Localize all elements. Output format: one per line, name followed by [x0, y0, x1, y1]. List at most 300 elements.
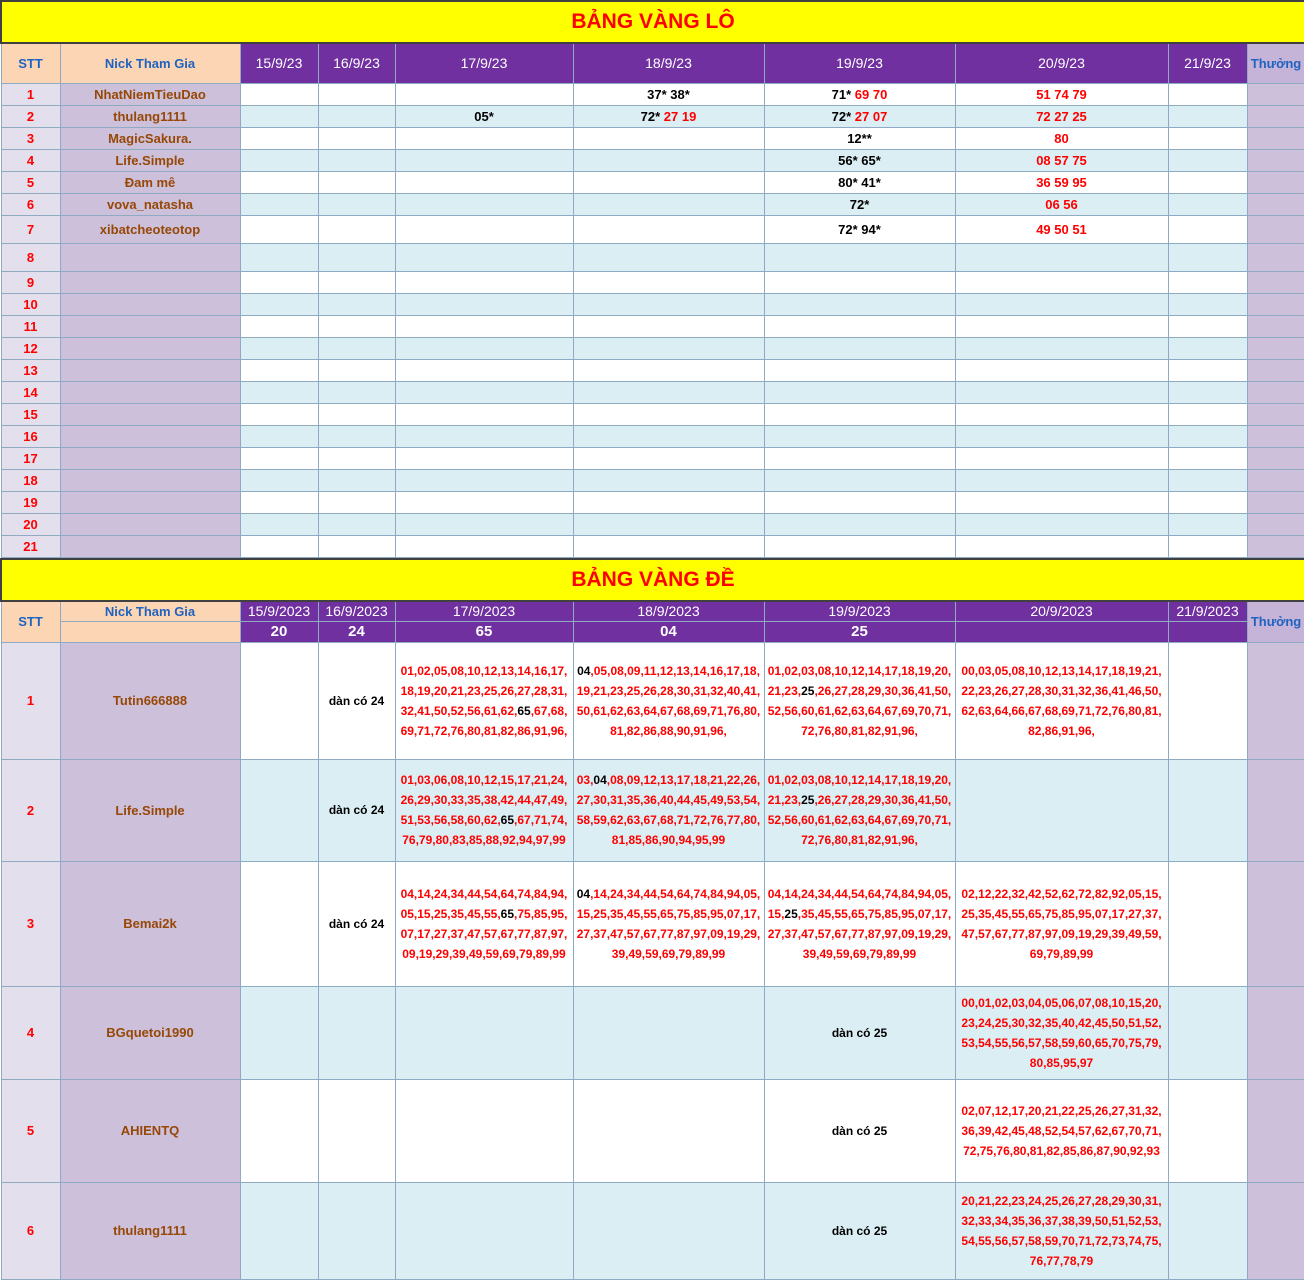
stt-cell: 7: [1, 215, 60, 243]
lo-number-cell: [573, 469, 764, 491]
lo-number-cell: [955, 403, 1168, 425]
lo-number-cell: [764, 403, 955, 425]
stt-cell: 9: [1, 271, 60, 293]
nick-cell: [60, 271, 240, 293]
cell-text: 25: [801, 683, 815, 698]
de-row: [1, 986, 1304, 1079]
cell-text: ,26,27,28,29,30,36,41,50,52,56,60,61,62,63,64,67,69,70,71,72,76,80,81,82,91,96,: [767, 793, 952, 847]
de-header-prize: Thưởng: [1247, 601, 1304, 642]
prize-cell: [1247, 447, 1304, 469]
cell-text: 72*: [849, 196, 870, 212]
lo-row: [1, 337, 1304, 359]
lo-number-cell: [318, 469, 395, 491]
lo-number-cell: [240, 149, 318, 171]
lo-number-cell: [764, 271, 955, 293]
lo-number-cell: [764, 425, 955, 447]
nick-cell: MagicSakura.: [60, 127, 240, 149]
cell-text: dàn có 24: [328, 693, 385, 708]
lo-number-cell: [573, 293, 764, 315]
de-number-list-cell: [240, 1182, 318, 1279]
cell-text: ,26,27,28,29,30,36,41,50,52,56,60,61,62,63,64,67,69,70,71,72,76,80,81,82,91,96,: [767, 683, 952, 738]
nick-cell: [60, 293, 240, 315]
lo-number-cell: [240, 271, 318, 293]
lo-number-cell: [318, 193, 395, 215]
cell-text: 49 50 51: [1036, 221, 1087, 237]
lo-header-date: 18/9/23: [573, 43, 764, 83]
lo-number-cell: [573, 403, 764, 425]
de-number-list-cell: [955, 1079, 1168, 1182]
lo-row: [1, 271, 1304, 293]
lo-number-cell: [573, 127, 764, 149]
lo-number-cell: [955, 105, 1168, 127]
nick-cell: [60, 337, 240, 359]
cell-text: ,67,68,69,71,72,76,80,81,82,86,91,96,: [400, 703, 568, 738]
stt-cell: 14: [1, 381, 60, 403]
cell-text: 08 57 75: [1036, 152, 1087, 168]
de-title: BẢNG VÀNG ĐỀ: [1, 559, 1304, 601]
lo-number-cell: [395, 381, 573, 403]
lo-number-cell: [573, 315, 764, 337]
lo-number-cell: [318, 381, 395, 403]
stt-cell: 11: [1, 315, 60, 337]
lo-header-date: 16/9/23: [318, 43, 395, 83]
lo-number-cell: [1168, 215, 1247, 243]
stt-cell: 5: [1, 1079, 60, 1182]
lo-number-cell: [955, 127, 1168, 149]
lo-row: [1, 491, 1304, 513]
cell-text: 25: [784, 906, 798, 921]
stt-cell: 19: [1, 491, 60, 513]
stt-cell: 5: [1, 171, 60, 193]
lo-number-cell: [573, 149, 764, 171]
de-header-result: 25: [764, 621, 955, 642]
prize-cell: [1247, 83, 1304, 105]
cell-text: 01,02,03,08,10,12,14,17,18,19,20,21,23,: [767, 663, 952, 698]
lo-number-cell: [764, 359, 955, 381]
cell-text: ,08,09,12,13,17,18,21,22,26,27,30,31,35,36,40,44,45,49,53,54,58,59,62,63,67,68,71,72,76,77,80,81,85,86,90,94,95,99: [576, 773, 761, 847]
lo-number-cell: [1168, 171, 1247, 193]
de-header-result: 24: [318, 621, 395, 642]
de-row: [1, 642, 1304, 759]
prize-cell: [1247, 642, 1304, 759]
lo-number-cell: [318, 293, 395, 315]
stt-cell: 21: [1, 535, 60, 557]
cell-text: 04: [593, 773, 607, 787]
cell-text: 25: [801, 793, 815, 807]
cell-text: 02,12,22,32,42,52,62,72,82,92,05,15,25,35,45,55,65,75,85,95,07,17,27,37,47,57,67,77,87,97,09,19,29,39,49,59,69,79,89,99: [961, 886, 1162, 961]
de-row: [1, 861, 1304, 986]
lo-number-cell: [955, 171, 1168, 193]
lo-number-cell: [764, 215, 955, 243]
cell-text: 72* 94*: [838, 221, 881, 237]
nick-cell: [60, 469, 240, 491]
lo-number-cell: [240, 105, 318, 127]
stt-cell: 1: [1, 642, 60, 759]
lo-number-cell: [573, 535, 764, 557]
lo-number-cell: [318, 359, 395, 381]
cell-text: 05*: [474, 108, 494, 124]
lo-row: [1, 535, 1304, 557]
lo-number-cell: [318, 127, 395, 149]
cell-text: dàn có 24: [328, 916, 385, 931]
stt-cell: 12: [1, 337, 60, 359]
lo-number-cell: [395, 127, 573, 149]
de-header-date: 21/9/2023: [1168, 601, 1247, 621]
cell-text: 04,14,24,34,44,54,64,74,84,94,05,15,: [767, 886, 952, 921]
de-number-list-cell: [318, 986, 395, 1079]
lo-number-cell: [573, 447, 764, 469]
cell-text: 65: [500, 906, 515, 921]
lo-number-cell: [955, 293, 1168, 315]
lo-number-cell: [573, 243, 764, 271]
lo-number-cell: [764, 381, 955, 403]
lo-number-cell: [764, 337, 955, 359]
de-number-list-cell: [764, 759, 955, 861]
stt-cell: 6: [1, 193, 60, 215]
lo-number-cell: [764, 491, 955, 513]
lo-number-cell: [395, 171, 573, 193]
de-number-list-cell: [1168, 1079, 1247, 1182]
lo-number-cell: [395, 403, 573, 425]
prize-cell: [1247, 1182, 1304, 1279]
lo-number-cell: [1168, 193, 1247, 215]
cell-text: 37* 38*: [647, 86, 690, 102]
lo-number-cell: [955, 535, 1168, 557]
de-header-date: 17/9/2023: [395, 601, 573, 621]
lo-number-cell: [764, 193, 955, 215]
de-number-list-cell: [240, 642, 318, 759]
nick-cell: NhatNiemTieuDao: [60, 83, 240, 105]
lo-number-cell: [240, 243, 318, 271]
nick-cell: [60, 425, 240, 447]
prize-cell: [1247, 149, 1304, 171]
lo-number-cell: [764, 513, 955, 535]
stt-cell: 17: [1, 447, 60, 469]
prize-cell: [1247, 469, 1304, 491]
dan-note-cell: [318, 642, 395, 759]
de-header-result: 04: [573, 621, 764, 642]
lo-number-cell: [1168, 83, 1247, 105]
lo-number-cell: [573, 215, 764, 243]
lo-number-cell: [764, 105, 955, 127]
lo-number-cell: [955, 315, 1168, 337]
lo-number-cell: [240, 293, 318, 315]
lo-number-cell: [395, 491, 573, 513]
dan-note-cell: [764, 1079, 955, 1182]
stt-cell: 8: [1, 243, 60, 271]
stt-cell: 18: [1, 469, 60, 491]
stt-cell: 13: [1, 359, 60, 381]
lo-header-date: 17/9/23: [395, 43, 573, 83]
dan-note-cell: [764, 986, 955, 1079]
lo-number-cell: [318, 535, 395, 557]
de-number-list-cell: [395, 861, 573, 986]
lo-header-prize: Thưởng: [1247, 43, 1304, 83]
lo-number-cell: [318, 425, 395, 447]
lo-number-cell: [240, 83, 318, 105]
lo-number-cell: [318, 337, 395, 359]
lo-number-cell: [955, 149, 1168, 171]
stt-cell: 6: [1, 1182, 60, 1279]
lo-row: [1, 359, 1304, 381]
lo-number-cell: [573, 425, 764, 447]
cell-text: 65: [517, 703, 531, 718]
cell-text: dàn có 25: [831, 1123, 888, 1138]
cell-text: 12**: [847, 130, 872, 146]
lo-number-cell: [318, 447, 395, 469]
lo-number-cell: [395, 193, 573, 215]
lo-number-cell: [764, 535, 955, 557]
lo-number-cell: [1168, 243, 1247, 271]
stt-cell: 3: [1, 861, 60, 986]
cell-text: 72*: [640, 108, 661, 124]
lo-number-cell: [1168, 403, 1247, 425]
lo-number-cell: [1168, 127, 1247, 149]
lo-number-cell: [395, 149, 573, 171]
lo-number-cell: [573, 337, 764, 359]
prize-cell: [1247, 381, 1304, 403]
cell-text: 80* 41*: [838, 174, 881, 190]
lo-number-cell: [955, 83, 1168, 105]
de-header-date: 18/9/2023: [573, 601, 764, 621]
de-number-list-cell: [573, 759, 764, 861]
de-header-date: 15/9/2023: [240, 601, 318, 621]
de-number-list-cell: [955, 1182, 1168, 1279]
lo-row: [1, 381, 1304, 403]
stt-cell: 3: [1, 127, 60, 149]
lo-number-cell: [955, 513, 1168, 535]
nick-cell: [60, 447, 240, 469]
de-number-list-cell: [955, 759, 1168, 861]
cell-text: 65: [500, 813, 515, 827]
stt-cell: 2: [1, 759, 60, 861]
lo-number-cell: [1168, 425, 1247, 447]
nick-cell: Life.Simple: [60, 759, 240, 861]
lo-header-stt: STT: [1, 43, 60, 83]
de-header-result: [955, 621, 1168, 642]
lo-number-cell: [573, 271, 764, 293]
lo-number-cell: [1168, 447, 1247, 469]
lo-number-cell: [240, 469, 318, 491]
cell-text: dàn có 24: [328, 803, 385, 817]
cell-text: 01,03,06,08,10,12,15,17,21,24,26,29,30,33,35,38,42,44,47,49,51,53,56,58,60,62,: [400, 773, 568, 827]
lo-header-nick: Nick Tham Gia: [60, 43, 240, 83]
lo-number-cell: [395, 105, 573, 127]
prize-cell: [1247, 759, 1304, 861]
lo-number-cell: [573, 105, 764, 127]
lo-number-cell: [395, 293, 573, 315]
lo-number-cell: [240, 193, 318, 215]
lo-number-cell: [1168, 105, 1247, 127]
de-number-list-cell: [764, 642, 955, 759]
lo-number-cell: [764, 127, 955, 149]
prize-cell: [1247, 403, 1304, 425]
de-number-list-cell: [573, 1182, 764, 1279]
de-number-list-cell: [1168, 759, 1247, 861]
de-number-list-cell: [573, 986, 764, 1079]
nick-cell: Life.Simple: [60, 149, 240, 171]
lo-number-cell: [318, 105, 395, 127]
prize-cell: [1247, 1079, 1304, 1182]
lo-number-cell: [573, 193, 764, 215]
stt-cell: 1: [1, 83, 60, 105]
nick-cell: [60, 359, 240, 381]
lo-number-cell: [318, 315, 395, 337]
lo-number-cell: [955, 193, 1168, 215]
cell-text: ,05,08,09,11,12,13,14,16,17,18,19,21,23,25,26,28,30,31,32,40,41,50,61,62,63,64,67,68,69,71,76,80,81,82,86,88,90,91,96,: [576, 663, 761, 738]
prize-cell: [1247, 293, 1304, 315]
lo-number-cell: [240, 425, 318, 447]
lo-row: [1, 403, 1304, 425]
nick-cell: thulang1111: [60, 105, 240, 127]
prize-cell: [1247, 425, 1304, 447]
lo-number-cell: [1168, 271, 1247, 293]
prize-cell: [1247, 513, 1304, 535]
lo-row: [1, 171, 1304, 193]
lo-number-cell: [573, 491, 764, 513]
lo-number-cell: [764, 315, 955, 337]
de-header-nick: Nick Tham Gia: [60, 601, 240, 621]
de-header-result: [1168, 621, 1247, 642]
de-number-list-cell: [395, 986, 573, 1079]
prize-cell: [1247, 105, 1304, 127]
lo-row: [1, 513, 1304, 535]
lo-row: [1, 315, 1304, 337]
lo-number-cell: [955, 381, 1168, 403]
lo-number-cell: [395, 243, 573, 271]
nick-cell: [60, 381, 240, 403]
lo-number-cell: [240, 381, 318, 403]
de-number-list-cell: [1168, 1182, 1247, 1279]
prize-cell: [1247, 171, 1304, 193]
nick-cell: [60, 315, 240, 337]
cell-text: 03,: [576, 773, 594, 787]
nick-cell: Bemai2k: [60, 861, 240, 986]
lo-number-cell: [573, 83, 764, 105]
lo-number-cell: [1168, 149, 1247, 171]
de-header-date: 16/9/2023: [318, 601, 395, 621]
lo-number-cell: [240, 535, 318, 557]
lo-number-cell: [318, 243, 395, 271]
lo-number-cell: [395, 469, 573, 491]
cell-text: 20,21,22,23,24,25,26,27,28,29,30,31,32,33,34,35,36,37,38,39,50,51,52,53,54,55,56,57,58,59,70,71,72,73,74,75,76,77,78,79: [961, 1193, 1162, 1268]
lo-number-cell: [573, 513, 764, 535]
prize-cell: [1247, 337, 1304, 359]
prize-cell: [1247, 193, 1304, 215]
lo-number-cell: [764, 83, 955, 105]
lo-number-cell: [318, 149, 395, 171]
lo-number-cell: [240, 359, 318, 381]
lo-number-cell: [1168, 315, 1247, 337]
de-number-list-cell: [1168, 861, 1247, 986]
lo-number-cell: [395, 315, 573, 337]
nick-cell: Tutin666888: [60, 642, 240, 759]
lo-number-cell: [1168, 337, 1247, 359]
lo-number-cell: [573, 359, 764, 381]
cell-text: 04: [576, 886, 591, 901]
lo-number-cell: [1168, 491, 1247, 513]
prize-cell: [1247, 986, 1304, 1079]
lo-number-cell: [318, 215, 395, 243]
nick-cell: xibatcheoteotop: [60, 215, 240, 243]
lo-number-cell: [318, 513, 395, 535]
cell-text: 56* 65*: [838, 152, 881, 168]
lo-number-cell: [240, 315, 318, 337]
lo-number-cell: [955, 337, 1168, 359]
stt-cell: 20: [1, 513, 60, 535]
lo-number-cell: [240, 215, 318, 243]
de-number-list-cell: [573, 1079, 764, 1182]
lo-number-cell: [318, 271, 395, 293]
cell-text: 00,03,05,08,10,12,13,14,17,18,19,21,22,23,26,27,28,30,31,32,36,41,46,50,62,63,64,66,67,68,69,71,72,76,80,81,82,86,91,96,: [961, 663, 1162, 738]
cell-text: 27 07: [851, 108, 888, 124]
lo-number-cell: [955, 215, 1168, 243]
dan-note-cell: [318, 861, 395, 986]
lo-row: [1, 83, 1304, 105]
lo-number-cell: [240, 447, 318, 469]
lo-number-cell: [764, 171, 955, 193]
de-number-list-cell: [240, 861, 318, 986]
de-header-stt: STT: [1, 601, 60, 642]
lo-number-cell: [395, 337, 573, 359]
prize-cell: [1247, 215, 1304, 243]
de-number-list-cell: [240, 759, 318, 861]
lo-row: [1, 105, 1304, 127]
nick-cell: [60, 513, 240, 535]
de-number-list-cell: [955, 986, 1168, 1079]
de-row: [1, 1079, 1304, 1182]
lo-number-cell: [318, 83, 395, 105]
cell-text: 69 70: [851, 86, 888, 102]
lo-number-cell: [240, 127, 318, 149]
stt-cell: 10: [1, 293, 60, 315]
stt-cell: 15: [1, 403, 60, 425]
lo-number-cell: [395, 535, 573, 557]
prize-cell: [1247, 271, 1304, 293]
de-number-list-cell: [395, 759, 573, 861]
cell-text: 00,01,02,03,04,05,06,07,08,10,15,20,23,24,25,30,32,35,40,42,45,50,51,52,53,54,55,56,57,58,59,60,65,70,75,79,80,85,95,97: [961, 995, 1162, 1070]
lo-number-cell: [955, 271, 1168, 293]
lo-number-cell: [764, 243, 955, 271]
lo-number-cell: [395, 513, 573, 535]
de-row: [1, 759, 1304, 861]
de-number-list-cell: [764, 861, 955, 986]
lo-number-cell: [318, 403, 395, 425]
lo-number-cell: [1168, 293, 1247, 315]
cell-text: 06 56: [1045, 196, 1078, 212]
lo-number-cell: [955, 469, 1168, 491]
cell-text: dàn có 25: [831, 1223, 888, 1238]
cell-text: 51 74 79: [1036, 86, 1087, 102]
lo-number-cell: [955, 447, 1168, 469]
lo-row: [1, 425, 1304, 447]
cell-text: 01,02,03,08,10,12,14,17,18,19,20,21,23,: [767, 773, 952, 807]
lo-number-cell: [1168, 535, 1247, 557]
lo-number-cell: [240, 171, 318, 193]
cell-text: 04: [577, 663, 591, 678]
lo-number-cell: [764, 149, 955, 171]
lo-header-date: 15/9/23: [240, 43, 318, 83]
dan-note-cell: [318, 759, 395, 861]
lo-number-cell: [573, 171, 764, 193]
nick-cell: [60, 403, 240, 425]
stt-cell: 4: [1, 986, 60, 1079]
de-header-nick-blank: [60, 621, 240, 642]
cell-text: 27 19: [660, 108, 697, 124]
nick-cell: vova_natasha: [60, 193, 240, 215]
lo-number-cell: [395, 359, 573, 381]
prize-cell: [1247, 535, 1304, 557]
